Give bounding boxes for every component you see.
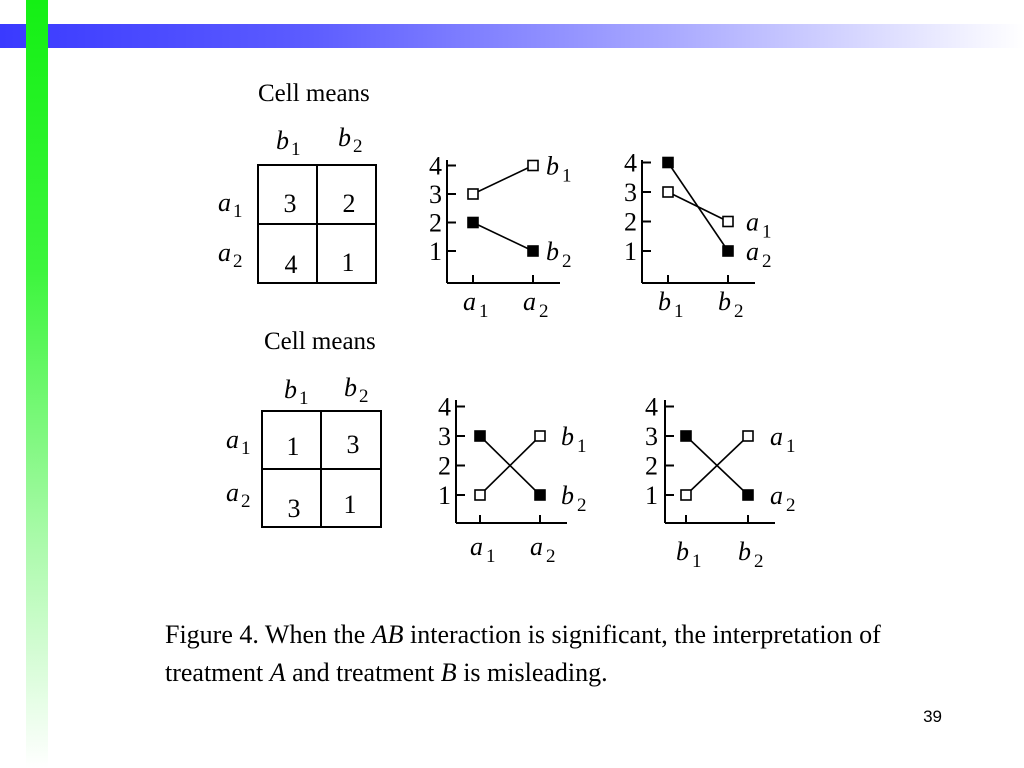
filled-square-marker bbox=[723, 246, 733, 256]
table-1-divider-horizontal bbox=[257, 223, 377, 225]
table-2-col-label-b1: b $_1$ bbox=[284, 375, 309, 409]
series-label-a2: a $_2$ bbox=[770, 481, 796, 516]
table-2-divider-horizontal bbox=[261, 468, 382, 470]
y-tick-label: 3 bbox=[645, 422, 658, 451]
series-label-a1: a $_1$ bbox=[770, 422, 796, 457]
y-tick-label: 1 bbox=[429, 237, 442, 266]
y-tick-label: 1 bbox=[645, 481, 658, 510]
table-1-title: Cell means bbox=[258, 80, 370, 107]
x-tick-label: b $_1$ bbox=[676, 537, 702, 572]
table-1-row-label-a1: a $_1$ bbox=[218, 188, 243, 222]
table-2-cell-a2-b1: 3 bbox=[287, 494, 301, 523]
y-tick-label: 4 bbox=[438, 392, 451, 422]
x-tick-label: b $_2$ bbox=[738, 537, 764, 572]
open-square-marker bbox=[475, 490, 485, 500]
y-tick-label: 2 bbox=[624, 207, 637, 237]
y-tick-label: 4 bbox=[624, 148, 637, 178]
plot-3-cell-means-by-a bbox=[415, 380, 615, 580]
filled-square-marker bbox=[681, 431, 691, 441]
series-line-a2 bbox=[668, 163, 728, 252]
plot-2-cell-means-by-b bbox=[600, 140, 790, 330]
series-line-b1 bbox=[473, 166, 533, 195]
x-tick-label: a $_2$ bbox=[523, 287, 549, 322]
filled-square-marker bbox=[743, 490, 753, 500]
open-square-marker bbox=[663, 187, 673, 197]
table-2-row-label-a1: a $_1$ bbox=[226, 425, 251, 459]
table-2-cell-a1-b1: 1 bbox=[286, 432, 300, 461]
x-tick-label: a $_1$ bbox=[470, 532, 496, 567]
x-tick-label: a $_1$ bbox=[463, 287, 489, 322]
x-tick-label: a $_2$ bbox=[530, 532, 556, 567]
series-label-b1: b $_1$ bbox=[546, 151, 572, 187]
plot-1-cell-means-by-a bbox=[400, 140, 600, 330]
open-square-marker bbox=[723, 217, 733, 227]
table-2-cell-a2-b2: 1 bbox=[343, 490, 357, 519]
open-square-marker bbox=[681, 490, 691, 500]
y-tick-label: 2 bbox=[645, 451, 658, 481]
series-label-b2: b $_2$ bbox=[546, 237, 572, 272]
y-tick-label: 4 bbox=[429, 151, 442, 181]
table-1-cell-a2-b1: 4 bbox=[284, 250, 298, 279]
title-bar-decoration bbox=[0, 24, 1024, 48]
filled-square-marker bbox=[535, 490, 545, 500]
table-1-col-label-b2: b $_2$ bbox=[338, 123, 363, 157]
open-square-marker bbox=[468, 189, 478, 199]
table-2-title: Cell means bbox=[264, 328, 376, 355]
open-square-marker bbox=[535, 431, 545, 441]
table-1-cell-a1-b2: 2 bbox=[342, 189, 356, 218]
y-tick-label: 1 bbox=[624, 237, 637, 266]
filled-square-marker bbox=[475, 431, 485, 441]
y-tick-label: 2 bbox=[438, 451, 451, 481]
filled-square-marker bbox=[468, 218, 478, 228]
y-tick-label: 1 bbox=[438, 481, 451, 510]
filled-square-marker bbox=[663, 158, 673, 168]
open-square-marker bbox=[528, 161, 538, 171]
open-square-marker bbox=[743, 431, 753, 441]
slide-number: 39 bbox=[923, 707, 942, 726]
series-line-b2 bbox=[473, 223, 533, 252]
table-2-col-label-b2: b $_2$ bbox=[344, 373, 369, 407]
x-tick-label: b $_2$ bbox=[718, 287, 744, 322]
plot-4-cell-means-by-b bbox=[620, 380, 810, 580]
y-tick-label: 3 bbox=[624, 178, 637, 207]
table-1-col-label-b1: b $_1$ bbox=[276, 126, 301, 160]
table-1-cell-a1-b1: 3 bbox=[283, 189, 297, 218]
side-bar-decoration bbox=[26, 0, 48, 768]
y-tick-label: 3 bbox=[438, 422, 451, 451]
series-label-a2: a $_2$ bbox=[746, 237, 772, 272]
y-tick-label: 4 bbox=[645, 392, 658, 422]
table-1-cell-a2-b2: 1 bbox=[341, 248, 355, 277]
x-tick-label: b $_1$ bbox=[658, 287, 684, 322]
figure-caption: Figure 4. When the AB interaction is significant, the interpretation of treatment A and treatment B is misleading. bbox=[165, 620, 881, 687]
table-2-row-label-a2: a $_2$ bbox=[226, 478, 251, 512]
table-2-cell-a1-b2: 3 bbox=[346, 430, 360, 459]
series-label-b2: b $_2$ bbox=[561, 481, 587, 516]
filled-square-marker bbox=[528, 246, 538, 256]
series-label-a1: a $_1$ bbox=[746, 207, 772, 243]
table-1-row-label-a2: a $_2$ bbox=[218, 238, 243, 272]
series-label-b1: b $_1$ bbox=[561, 422, 587, 457]
y-tick-label: 3 bbox=[429, 180, 442, 209]
y-tick-label: 2 bbox=[429, 208, 442, 238]
